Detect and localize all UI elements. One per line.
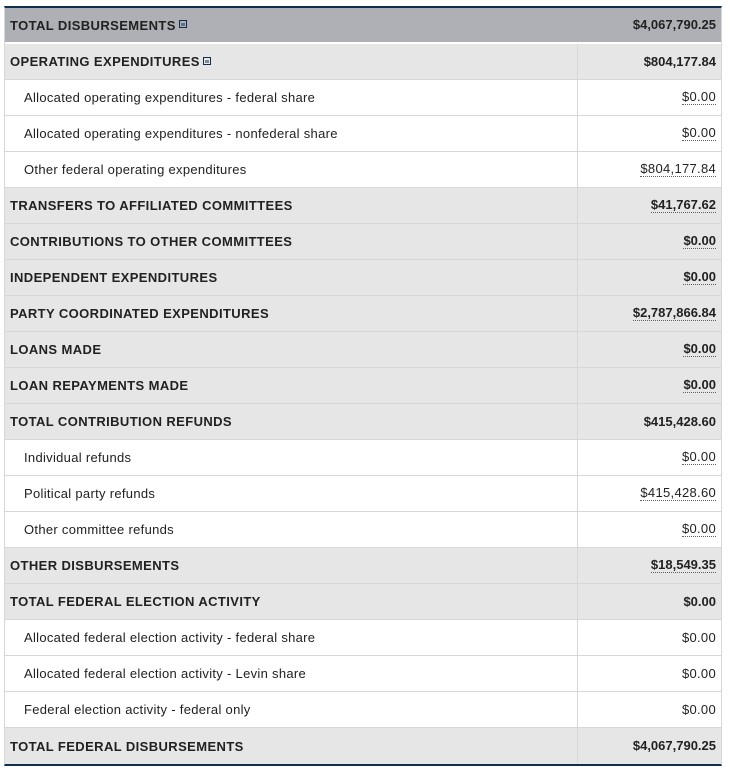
total-federal-disbursements-row [5,728,721,764]
row-label: Individual refunds [24,450,132,465]
disbursements-table [4,6,722,766]
row-value-link[interactable]: $0.00 [681,449,716,464]
row-value-link[interactable]: $0.00 [683,269,716,284]
row-label: TOTAL FEDERAL ELECTION ACTIVITY [10,594,261,609]
row-label: Allocated operating expenditures - nonfederal share [24,126,338,141]
row-value: $415,428.60 [643,413,716,429]
table-row [5,512,721,548]
table-row [5,152,721,188]
info-icon[interactable] [179,20,187,28]
row-value-link[interactable]: $0.00 [681,125,716,140]
table-row [5,224,721,260]
row-value-link[interactable]: $804,177.84 [640,161,716,176]
table-row [5,584,721,620]
table-row [5,116,721,152]
operating-expenditures-value: $804,177.84 [643,53,716,69]
row-label: TOTAL CONTRIBUTION REFUNDS [10,414,233,429]
row-label: LOANS MADE [10,342,102,357]
row-value: $0.00 [681,629,716,645]
operating-expenditures-label: OPERATING EXPENDITURES [10,54,200,69]
row-value-link[interactable]: $18,549.35 [650,557,716,572]
table-row [5,548,721,584]
row-label: Allocated operating expenditures - federal share [24,90,316,105]
row-label: Other committee refunds [24,522,174,537]
row-value: $0.00 [681,701,716,717]
row-value-link[interactable]: $415,428.60 [640,485,716,500]
row-value-link[interactable]: $2,787,866.84 [632,305,716,320]
table-row [5,476,721,512]
row-label: TOTAL FEDERAL DISBURSEMENTS [10,738,244,754]
info-icon[interactable] [203,57,211,65]
row-label: PARTY COORDINATED EXPENDITURES [10,306,270,321]
table-row [5,440,721,476]
table-row [5,332,721,368]
row-label: Other federal operating expenditures [24,162,247,177]
row-label: Political party refunds [24,486,156,501]
table-row [5,692,721,728]
row-value-link[interactable]: $0.00 [681,89,716,104]
table-row [5,656,721,692]
row-value-link[interactable]: $0.00 [681,521,716,536]
table-row [5,188,721,224]
operating-expenditures-row [5,44,721,80]
total-disbursements-row [5,8,721,44]
row-label: TRANSFERS TO AFFILIATED COMMITTEES [10,198,293,213]
table-row [5,404,721,440]
row-value: $0.00 [681,665,716,681]
total-disbursements-value: $4,067,790.25 [632,17,716,32]
total-disbursements-label: TOTAL DISBURSEMENTS [10,17,176,33]
row-label: Allocated federal election activity - federal share [24,630,316,645]
row-label: OTHER DISBURSEMENTS [10,558,180,573]
row-label: Allocated federal election activity - Levin share [24,666,307,681]
row-value-link[interactable]: $0.00 [683,377,716,392]
table-row [5,80,721,116]
row-value-link[interactable]: $41,767.62 [650,197,716,212]
table-row [5,620,721,656]
row-label: CONTRIBUTIONS TO OTHER COMMITTEES [10,234,293,249]
row-label: INDEPENDENT EXPENDITURES [10,270,218,285]
row-label: Federal election activity - federal only [24,702,251,717]
row-value-link[interactable]: $0.00 [683,341,716,356]
table-row [5,368,721,404]
table-row [5,296,721,332]
row-value: $0.00 [683,593,716,609]
row-label: LOAN REPAYMENTS MADE [10,378,189,393]
row-value: $4,067,790.25 [632,738,716,753]
row-value-link[interactable]: $0.00 [683,233,716,248]
table-row [5,260,721,296]
